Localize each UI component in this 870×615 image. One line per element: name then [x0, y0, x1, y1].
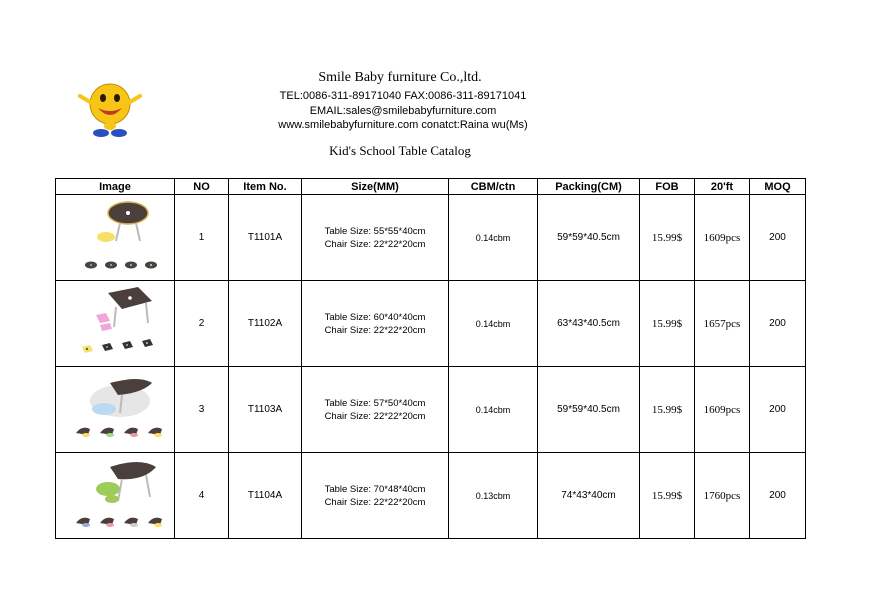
size-cell [302, 195, 449, 281]
moq-cell: 200 [750, 281, 806, 367]
image-cell [56, 195, 175, 281]
half-round-table-set-icon [60, 455, 170, 537]
col-fob: FOB [640, 179, 695, 195]
half-round-table-set-icon [60, 369, 170, 451]
col-item-no: Item No. [229, 179, 302, 195]
email: EMAIL:sales@smilebabyfurniture.com [309, 105, 497, 117]
smiley-mascot-icon [74, 78, 146, 138]
col-image: Image [56, 179, 175, 195]
website-contact: www.smilebabyfurniture.com conatct:Raina wu(Ms) [278, 119, 528, 131]
table-size: Table Size: 55*55*40cm [324, 225, 426, 237]
round-table-set-icon [60, 197, 170, 279]
header-row [56, 179, 806, 195]
table-size: Table Size: 57*50*40cm [324, 397, 426, 409]
col-cbm: CBM/ctn [449, 179, 538, 195]
cbm-cell: 0.13cbm [449, 453, 538, 539]
image-cell [56, 281, 175, 367]
moq-cell: 200 [750, 453, 806, 539]
item-no-cell: T1101A [229, 195, 302, 281]
col-size: Size(MM) [302, 179, 449, 195]
col-packing: Packing(CM) [538, 179, 640, 195]
packing-cell: 59*59*40.5cm [538, 195, 640, 281]
image-cell [56, 453, 175, 539]
chair-size: Chair Size: 22*22*20cm [324, 324, 426, 336]
20ft-cell: 1657pcs [695, 281, 750, 367]
size-cell [302, 367, 449, 453]
cbm-cell: 0.14cbm [449, 367, 538, 453]
company-name: Smile Baby furniture Co.,ltd. [318, 70, 482, 85]
item-no-cell: T1102A [229, 281, 302, 367]
20ft-cell: 1609pcs [695, 367, 750, 453]
col-moq: MOQ [750, 179, 806, 195]
col-no: NO [175, 179, 229, 195]
table-row [56, 281, 806, 367]
table-size: Table Size: 70*48*40cm [324, 483, 426, 495]
cbm-cell: 0.14cbm [449, 195, 538, 281]
table-row [56, 367, 806, 453]
20ft-cell: 1760pcs [695, 453, 750, 539]
chair-size: Chair Size: 22*22*20cm [324, 496, 426, 508]
no-cell: 3 [175, 367, 229, 453]
fob-cell: 15.99$ [640, 281, 695, 367]
col-20ft: 20'ft [695, 179, 750, 195]
moq-cell: 200 [750, 195, 806, 281]
fob-cell: 15.99$ [640, 367, 695, 453]
no-cell: 4 [175, 453, 229, 539]
packing-cell: 74*43*40cm [538, 453, 640, 539]
no-cell: 2 [175, 281, 229, 367]
table-row [56, 195, 806, 281]
catalog-title: Kid's School Table Catalog [329, 143, 471, 158]
image-cell [56, 367, 175, 453]
fob-cell: 15.99$ [640, 195, 695, 281]
packing-cell: 59*59*40.5cm [538, 367, 640, 453]
no-cell: 1 [175, 195, 229, 281]
packing-cell: 63*43*40.5cm [538, 281, 640, 367]
chair-size: Chair Size: 22*22*20cm [324, 410, 426, 422]
fob-cell: 15.99$ [640, 453, 695, 539]
chair-size: Chair Size: 22*22*20cm [324, 238, 426, 250]
rectangle-table-set-icon [60, 283, 170, 365]
size-cell [302, 453, 449, 539]
20ft-cell: 1609pcs [695, 195, 750, 281]
table-row [56, 453, 806, 539]
cbm-cell: 0.14cbm [449, 281, 538, 367]
tel-fax: TEL:0086-311-89171040 FAX:0086-311-89171041 [279, 90, 527, 102]
catalog-table [55, 178, 806, 539]
item-no-cell: T1104A [229, 453, 302, 539]
moq-cell: 200 [750, 367, 806, 453]
size-cell [302, 281, 449, 367]
item-no-cell: T1103A [229, 367, 302, 453]
table-size: Table Size: 60*40*40cm [324, 311, 426, 323]
